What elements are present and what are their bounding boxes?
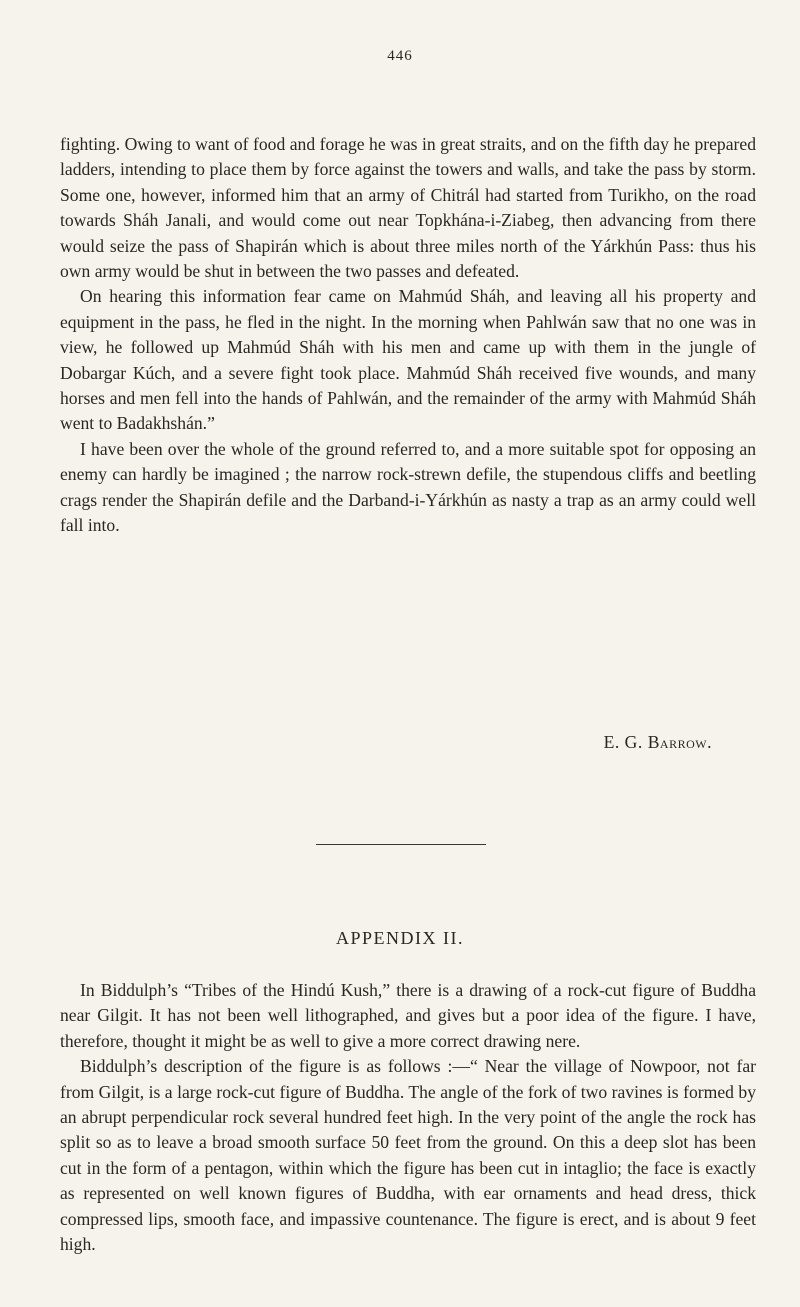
paragraph-fighting: fighting. Owing to want of food and forage he was in great straits, and on the fifth day he prepared ladders, intending to place them by force against the towers and walls, and take the pass by storm. Some one, however, informed him that an army of Chitrál had started from Turikho, on the road towards Sháh Janali, and would come out near Topkhána-i-Ziabeg, then advancing from there would seize the pass of Shapirán which is about three miles north of the Yárkhún Pass: thus his own army would be shut in between the two passes and defeated.: [60, 134, 756, 282]
signature-surname: Barrow.: [647, 732, 712, 752]
appendix-paragraph-intro: In Biddulph’s “Tribes of the Hindú Kush,” there is a drawing of a rock-cut figure of Buddha near Gilgit. It has not been well lithographed, and gives but a poor idea of the figure. I have, therefore, thought it might be as well to give a more correct drawing nere.: [60, 980, 756, 1051]
appendix-section: [60, 978, 756, 1257]
narrative-section: [60, 132, 756, 539]
paragraph-flight: On hearing this information fear came on Mahmúd Sháh, and leaving all his property and equipment in the pass, he fled in the night. In the morning when Pahlwán saw that no one was in view, he followed up Mahmúd Sháh with his men and came up with them in the jungle of Dobargar Kúch, and a severe fight took place. Mahmúd Sháh received five wounds, and many horses and men fell into the hands of Pahlwán, and the remainder of the army with Mahmúd Sháh went to Badakhshán.”: [60, 286, 756, 434]
appendix-heading: APPENDIX II.: [336, 928, 464, 948]
author-signature: [604, 732, 712, 753]
paragraph-ground-remarks: I have been over the whole of the ground referred to, and a more suitable spot for opposing an enemy can hardly be imagined ; the narrow rock-strewn defile, the stupendous cliffs and beetling crags render the Shapirán defile and the Darband-i-Yárkhún as nasty a trap as an army could well fall into.: [60, 438, 756, 536]
appendix-paragraph-description: Biddulph’s description of the figure is as follows :—“ Near the village of Nowpoor, not far from Gilgit, is a large rock-cut figure of Buddha. The angle of the fork of two ravines is formed by an abrupt perpendicular rock several hundred feet high. In the very point of the angle the rock has split so as to leave a broad smooth surface 50 feet from the ground. On this a deep slot has been cut in the form of a pentagon, within which the figure has been cut in intaglio; the face is exactly as represented on well known figures of Buddha, with ear ornaments and head dress, thick compressed lips, smooth face, and impassive countenance. The figure is erect, and is about 9 feet high.: [60, 1056, 756, 1255]
signature-initials: E. G.: [603, 732, 648, 752]
page-number: 446: [387, 48, 413, 64]
section-divider: [316, 844, 486, 845]
